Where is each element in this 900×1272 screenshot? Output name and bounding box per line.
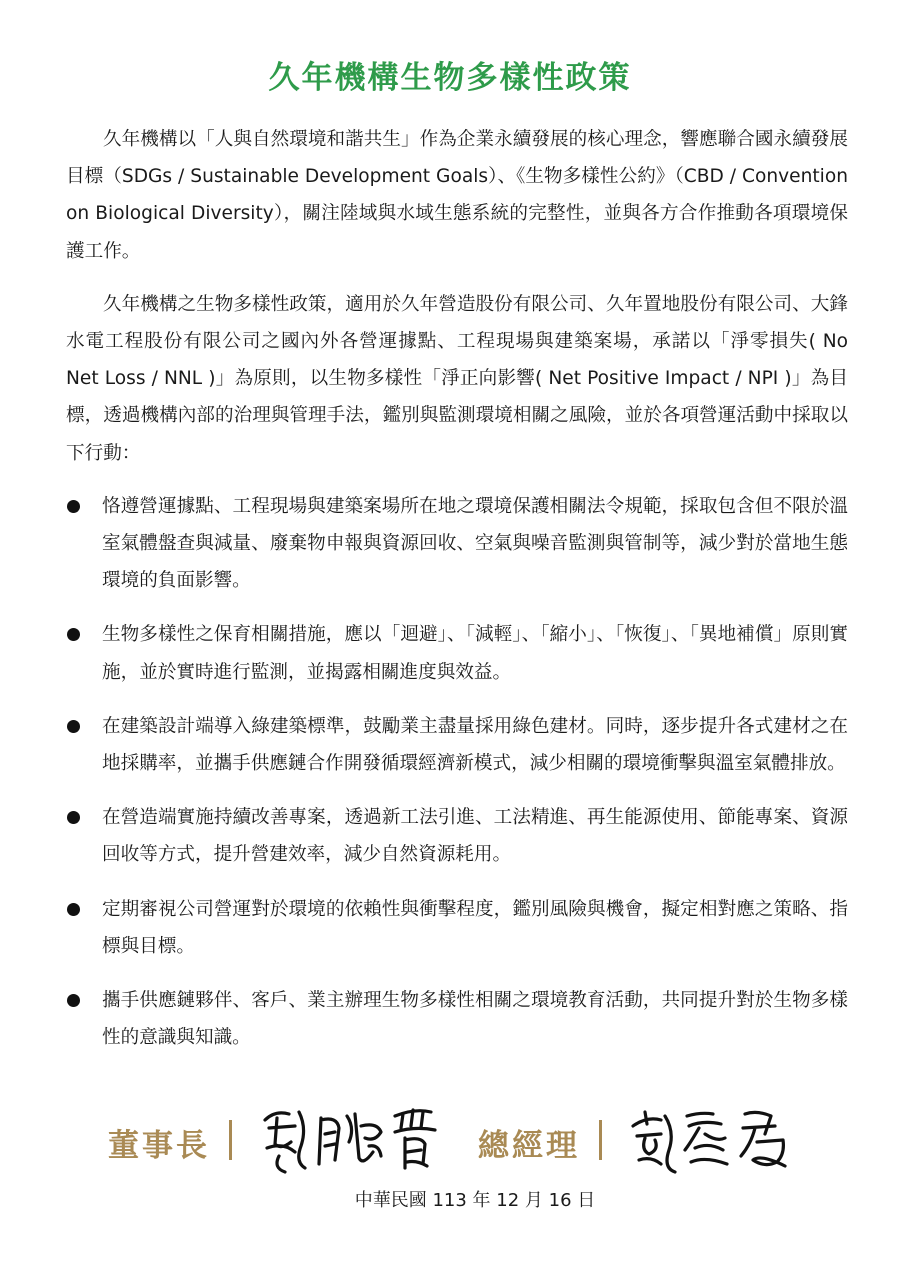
- page-title: 久年機構生物多樣性政策: [268, 60, 632, 96]
- action-list-item: [66, 488, 848, 600]
- intro-paragraph: 久年機構以「人與自然環境和諧共生」作為企業永續發展的核心理念，響應聯合國永續發展目標（SDGs / Sustainable Development Goals）、《生物多樣性公約》（CBD / Convention on Biological Diversity），關注陸域與水域生態系統的完整性，並與各方合作推動各項環境保護工作。: [66, 129, 848, 262]
- action-text: 在營造端實施持續改善專案，透過新工法引進、工法精進、再生能源使用、節能專案、資源回收等方式，提升營建效率，減少自然資源耗用。: [102, 807, 848, 866]
- policy-body: [66, 121, 848, 1073]
- action-list-item: [66, 708, 848, 782]
- scope-paragraph: 久年機構之生物多樣性政策，適用於久年營造股份有限公司、久年置地股份有限公司、大鋒水電工程股份有限公司之國內外各營運據點、工程現場與建築案場，承諾以「淨零損失( No Net Loss / NNL )」為原則，以生物多樣性「淨正向影響( Net Positive Impact / NPI )」為目標，透過機構內部的治理與管理手法，鑑別與監測環境相關之風險，並於各項營運活動中採取以下行動：: [66, 293, 848, 464]
- action-text: 定期審視公司營運對於環境的依賴性與衝擊程度，鑑別風險與機會，擬定相對應之策略、指標與目標。: [102, 898, 848, 957]
- bullet-icon: [67, 628, 80, 641]
- chairman-divider: [229, 1120, 232, 1160]
- bullet-icon: [67, 720, 80, 733]
- gm-divider: [599, 1120, 602, 1160]
- chairman-label: 董事長: [108, 1128, 210, 1164]
- action-list-item: [66, 799, 848, 873]
- bullet-icon: [67, 994, 80, 1007]
- action-text: 在建築設計端導入綠建築標準，鼓勵業主盡量採用綠色建材。同時，逐步提升各式建材之在地採購率，並攜手供應鏈合作開發循環經濟新模式，減少相關的環境衝擊與溫室氣體排放。: [102, 715, 848, 775]
- action-list-item: [66, 982, 848, 1056]
- bullet-icon: [67, 500, 80, 513]
- bullet-icon: [67, 811, 80, 824]
- chairman-signature: [255, 1098, 455, 1178]
- gm-label: 總經理: [478, 1128, 580, 1164]
- document-date: 中華民國 113 年 12 月 16 日: [354, 1190, 596, 1211]
- action-text: 恪遵營運據點、工程現場與建築案場所在地之環境保護相關法令規範，採取包含但不限於溫室氣體盤查與減量、廢棄物申報與資源回收、空氣與噪音監測與管制等，減少對於當地生態環境的負面影響。: [102, 495, 848, 592]
- signature-block: [0, 1098, 900, 1178]
- action-text: 生物多樣性之保育相關措施，應以「迴避」、「減輕」、「縮小」、「恢復」、「異地補償」原則實施，並於實時進行監測，並揭露相關進度與效益。: [102, 624, 848, 683]
- gm-signature: [625, 1098, 805, 1178]
- action-list: [66, 488, 848, 1057]
- action-text: 攜手供應鏈夥伴、客戶、業主辦理生物多樣性相關之環境教育活動，共同提升對於生物多樣性的意識與知識。: [102, 990, 848, 1049]
- action-list-item: [66, 891, 848, 965]
- bullet-icon: [67, 903, 80, 916]
- action-list-item: [66, 616, 848, 690]
